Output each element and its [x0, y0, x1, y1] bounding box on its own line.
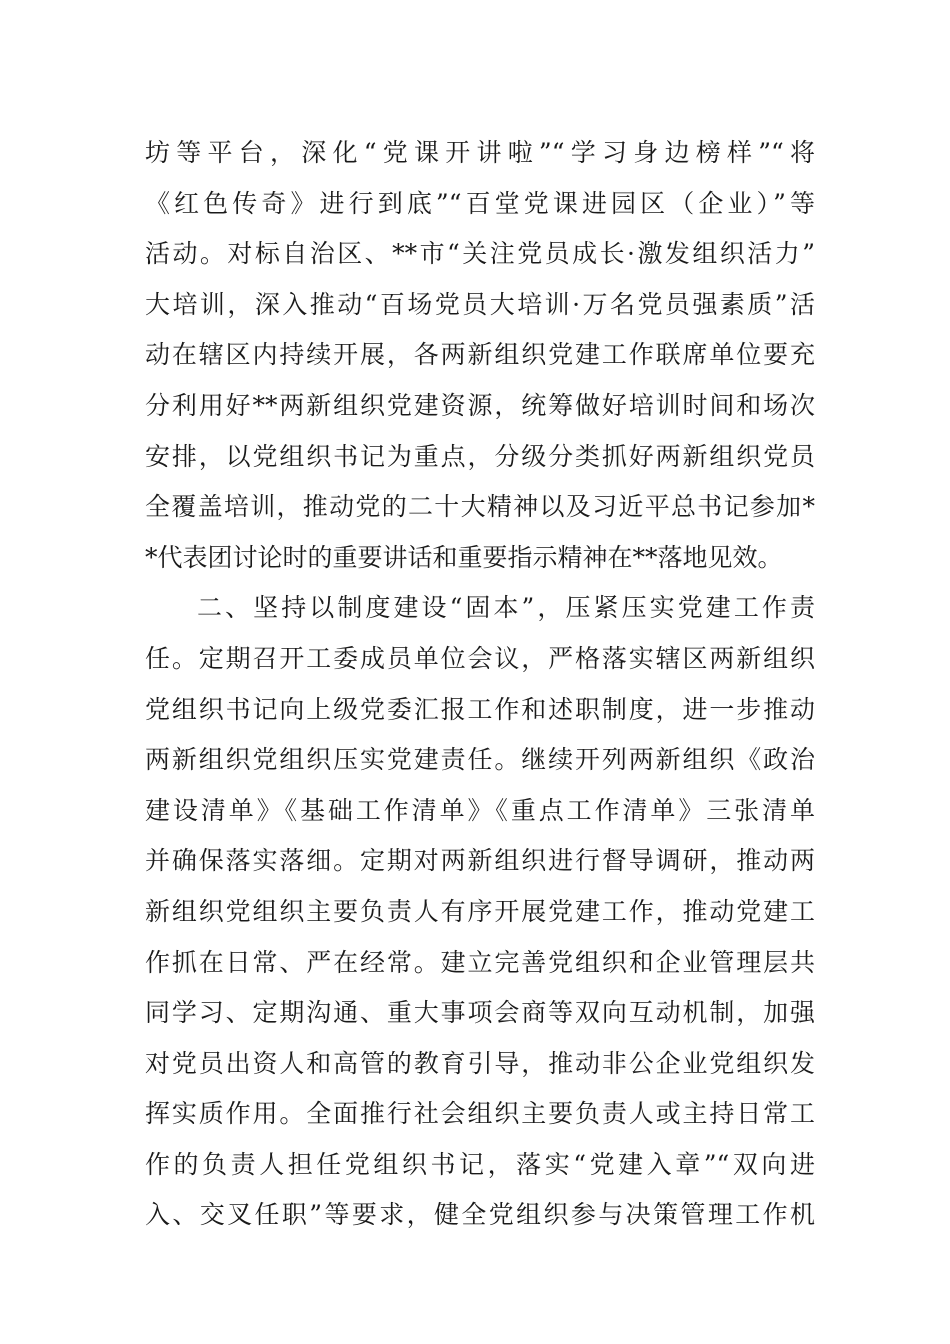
text-line: 建设清单》《基础工作清单》《重点工作清单》三张清单 [145, 795, 815, 825]
text-line: 作抓在日常、严在经常。建立完善党组织和企业管理层共 [145, 947, 815, 977]
text-line: 活动。对标自治区、**市“关注党员成长·激发组织活力” [145, 239, 815, 269]
text-line: 作的负责人担任党组织书记，落实“党建入章”“双向进 [145, 1149, 815, 1179]
text-line: 入、交叉任职”等要求，健全党组织参与决策管理工作机 [145, 1200, 815, 1230]
text-line: 坊等平台，深化“党课开讲啦”“学习身边榜样”“将 [145, 138, 815, 167]
text-line: 新组织党组织主要负责人有序开展党建工作，推动党建工 [145, 896, 815, 926]
text-line: 全覆盖培训，推动党的二十大精神以及习近平总书记参加* [145, 492, 815, 522]
text-line: 分利用好**两新组织党建资源，统筹做好培训时间和场次 [145, 390, 815, 420]
text-line: 任。定期召开工委成员单位会议，严格落实辖区两新组织 [145, 643, 815, 673]
text-line: 对党员出资人和高管的教育引导，推动非公企业党组织发 [145, 1048, 815, 1078]
text-line: 同学习、定期沟通、重大事项会商等双向互动机制，加强 [145, 998, 815, 1028]
text-line: 党组织书记向上级党委汇报工作和述职制度，进一步推动 [145, 694, 815, 724]
text-line: 两新组织党组织压实党建责任。继续开列两新组织《政治 [145, 745, 815, 775]
body-text [145, 128, 815, 1241]
text-line: 挥实质作用。全面推行社会组织主要负责人或主持日常工 [145, 1099, 815, 1129]
text-line: 安排，以党组织书记为重点，分级分类抓好两新组织党员 [145, 441, 815, 471]
text-line: 并确保落实落细。定期对两新组织进行督导调研，推动两 [145, 846, 815, 876]
text-line: 《红色传奇》进行到底”“百堂党课进园区（企业）”等 [145, 188, 815, 218]
text-line: 大培训，深入推动“百场党员大培训·万名党员强素质”活 [145, 289, 815, 319]
text-line: 动在辖区内持续开展，各两新组织党建工作联席单位要充 [145, 340, 815, 370]
section-heading-line: 二、坚持以制度建设“固本”，压紧压实党建工作责 [197, 593, 815, 623]
text-line: *代表团讨论时的重要讲话和重要指示精神在**落地见效。 [145, 542, 783, 572]
